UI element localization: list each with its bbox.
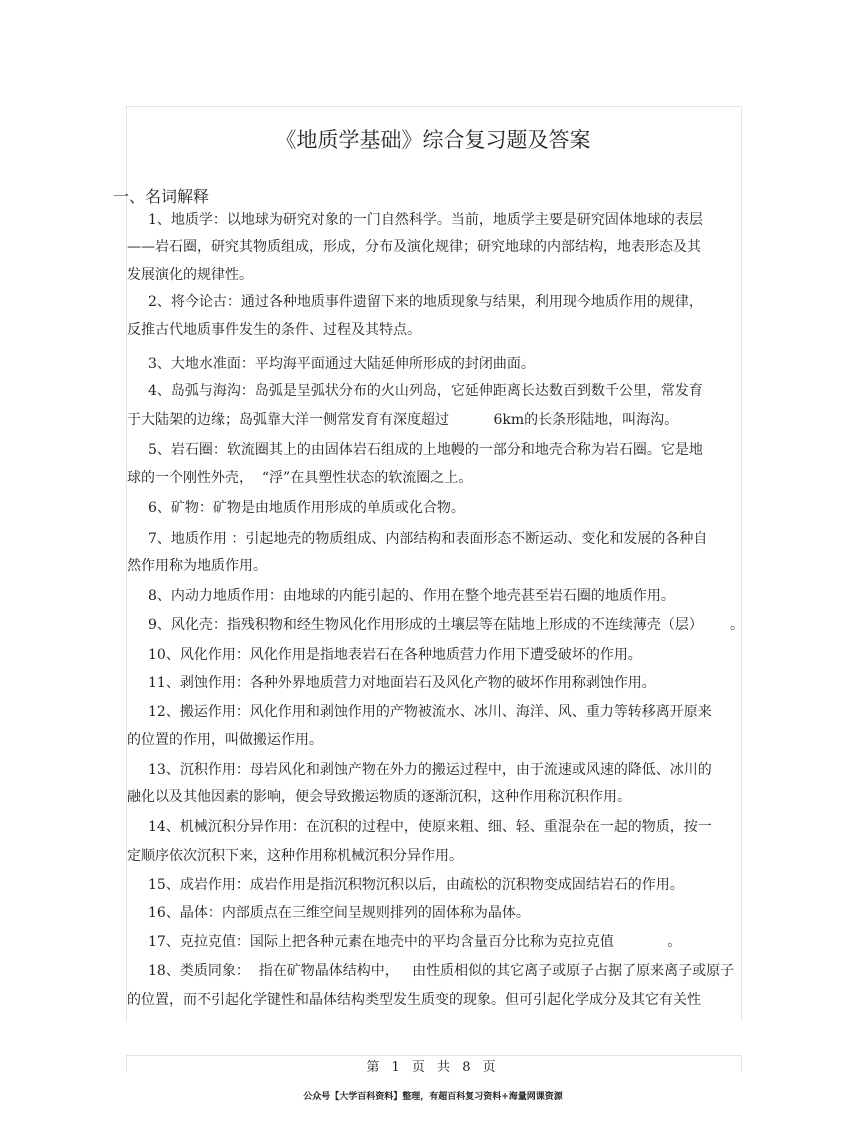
text-line: 5、岩石圈：软流圈其上的由固体岩石组成的上地幔的一部分和地壳合称为岩石圈。它是地 [148,442,703,458]
text-line: 1、地质学：以地球为研究对象的一门自然科学。当前，地质学主要是研究固体地球的表层 [148,212,703,228]
text-line: 15、成岩作用：成岩作用是指沉积物沉积以后，由疏松的沉积物变成固结岩石的作用。 [148,877,684,893]
footer-note: 公众号【大学百科资料】整理，有超百科复习资料+海量网课资源 [303,1092,563,1102]
text-line: 7、地质作用 ：引起地壳的物质组成、内部结构和表面形态不断运动、变化和发展的各种自 [148,531,708,547]
text-line: 球的一个刚性外壳， “浮”在具塑性状态的软流圈之上。 [127,470,473,486]
text-line: 10、风化作用：风化作用是指地表岩石在各种地质营力作用下遭受破坏的作用。 [148,647,642,663]
text-line: 2、将今论古：通过各种地质事件遗留下来的地质现象与结果，利用现今地质作用的规律， [148,294,703,310]
text-line: 9、风化壳：指残积物和经生物风化作用形成的土壤层等在陆地上形成的不连续薄壳（层） [148,617,703,633]
text-line: 融化以及其他因素的影响，便会导致搬运物质的逐渐沉积，这种作用称沉积作用。 [127,789,631,805]
text-line: 6、矿物：矿物是由地质作用形成的单质或化合物。 [148,500,465,516]
text-line: 8、内动力地质作用：由地球的内能引起的、作用在整个地壳甚至岩石圈的地质作用。 [148,588,675,604]
text-line: 14、机械沉积分异作用：在沉积的过程中，使原来粗、细、轻、重混杂在一起的物质，按一 [148,819,712,835]
text-line: 发展演化的规律性。 [127,267,253,283]
text-line: 定顺序依次沉积下来，这种作用称机械沉积分异作用。 [127,848,463,864]
text-line: 17、克拉克值：国际上把各种元素在地壳中的平均含量百分比称为克拉克值 。 [148,934,682,950]
text-line: 13、沉积作用：母岩风化和剥蚀产物在外力的搬运过程中，由于流速或风速的降低、冰川的 [148,762,712,778]
text-line: 反推古代地质事件发生的条件、过程及其特点。 [127,322,421,338]
text-line: 的位置，而不引起化学键性和晶体结构类型发生质变的现象。但可引起化学成分及其它有关性 [127,992,701,1008]
text-line: 的位置的作用，叫做搬运作用。 [127,732,323,748]
text-line: 16、晶体：内部质点在三维空间呈规则排列的固体称为晶体。 [148,905,530,921]
text-line: 12、搬运作用：风化作用和剥蚀作用的产物被流水、冰川、海洋、风、重力等转移离开原来 [148,704,712,720]
document-title: 《地质学基础》综合复习题及答案 [275,128,591,152]
text-line: 于大陆架的边缘；岛弧靠大洋一侧常发育有深度超过 6km的长条形陆地，叫海沟。 [127,412,679,428]
text-line: 然作用称为地质作用。 [127,558,267,574]
page-indicator: 第 1 页 共 8 页 [366,1060,500,1075]
text-line: ——岩石圈，研究其物质组成，形成，分布及演化规律；研究地球的内部结构，地表形态及其 [127,239,701,255]
text-line: 11、剥蚀作用：各种外界地质营力对地面岩石及风化产物的破坏作用称剥蚀作用。 [148,675,656,691]
stray-period: 。 [730,617,744,633]
text-line: 3、大地水准面：平均海平面通过大陆延伸所形成的封闭曲面。 [148,356,535,372]
text-line: 18、类质同象： 指在矿物晶体结构中， 由性质相似的其它离子或原子占据了原来离子或原子 [148,963,735,979]
section-heading: 一、名词解释 [113,187,210,206]
text-line: 4、岛弧与海沟：岛弧是呈弧状分布的火山列岛，它延伸距离长达数百到数千公里，常发育 [148,383,703,399]
